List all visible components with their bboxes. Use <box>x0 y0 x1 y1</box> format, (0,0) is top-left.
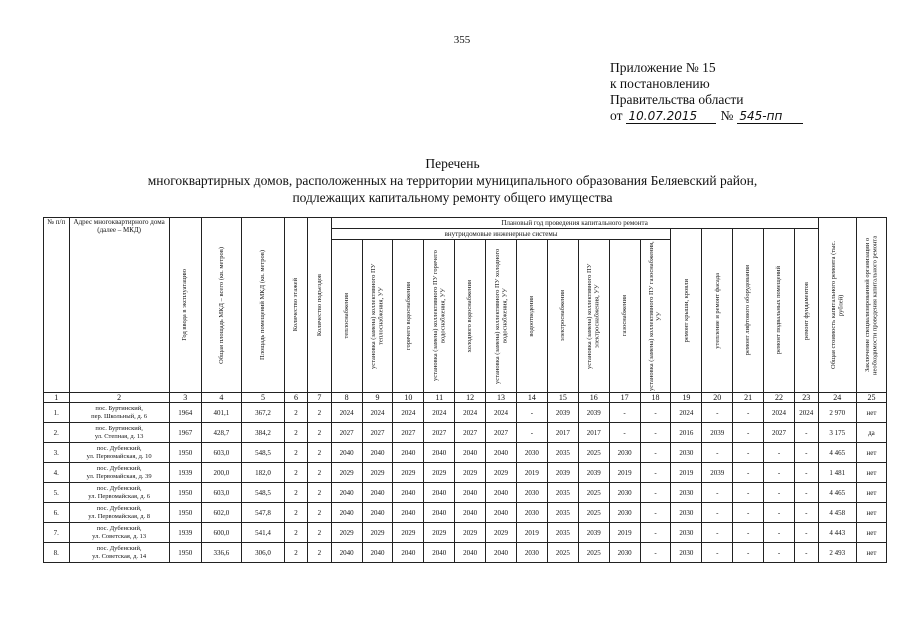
row-address <box>69 463 169 483</box>
row-cell: 2040 <box>424 543 455 563</box>
row-cell: 2029 <box>331 523 362 543</box>
row-cell: 2 493 <box>818 543 856 563</box>
row-cell: 2030 <box>609 503 640 523</box>
row-cell: 4 465 <box>818 483 856 503</box>
row-cell: 2040 <box>486 443 517 463</box>
row-cell: 2024 <box>424 403 455 423</box>
row-cell: 2040 <box>393 543 424 563</box>
row-cell: - <box>640 423 671 443</box>
header-electricity: электроснабжения <box>547 240 578 393</box>
row-cell: 2024 <box>486 403 517 423</box>
row-cell: 2040 <box>455 483 486 503</box>
row-cell: 2025 <box>578 503 609 523</box>
row-cell: 2019 <box>609 463 640 483</box>
row-cell: 2027 <box>424 423 455 443</box>
header-cold-water-meter: установка (замена) коллективного ПУ холодного водоснабжения, УУ <box>486 240 517 393</box>
row-cell: 2030 <box>671 503 702 523</box>
row-cell: 4 443 <box>818 523 856 543</box>
row-cell: 2030 <box>516 483 547 503</box>
row-cell: 1939 <box>169 463 201 483</box>
row-cell: 2040 <box>362 543 393 563</box>
table-row <box>44 423 887 443</box>
row-cell: - <box>702 503 733 523</box>
row-cell: 1950 <box>169 443 201 463</box>
row-cell: 2019 <box>516 463 547 483</box>
row-cell: - <box>702 483 733 503</box>
row-address <box>69 483 169 503</box>
row-cell: 2 <box>284 463 307 483</box>
row-cell: 2030 <box>609 443 640 463</box>
row-cell: 2 <box>284 423 307 443</box>
row-cell: нет <box>856 443 886 463</box>
row-cell: 384,2 <box>242 423 285 443</box>
row-cell: - <box>640 403 671 423</box>
row-cell: 2025 <box>547 543 578 563</box>
table-row <box>44 523 887 543</box>
row-cell: 2029 <box>424 463 455 483</box>
table-row <box>44 443 887 463</box>
row-cell: - <box>795 423 819 443</box>
column-number: 19 <box>671 393 702 403</box>
header-conclusion: Заключение специализированной организации о необходимости проведения капитального ремонта <box>856 218 886 393</box>
row-cell: 2029 <box>331 463 362 483</box>
resolution-number: 545-пп <box>737 109 803 124</box>
row-cell: - <box>795 443 819 463</box>
row-cell: 2040 <box>455 543 486 563</box>
row-cell: 2039 <box>578 463 609 483</box>
row-cell: 2030 <box>609 483 640 503</box>
row-cell: - <box>702 403 733 423</box>
table-row <box>44 543 887 563</box>
row-cell: - <box>733 523 764 543</box>
row-cell: 2 <box>308 483 331 503</box>
column-number: 6 <box>284 393 307 403</box>
row-cell: 541,4 <box>242 523 285 543</box>
row-cell: 1950 <box>169 503 201 523</box>
column-number: 24 <box>818 393 856 403</box>
row-cell: 2030 <box>671 483 702 503</box>
table-row <box>44 463 887 483</box>
column-number: 17 <box>609 393 640 403</box>
header-electricity-meter: установка (замена) коллективного ПУ электроснабжения, УУ <box>578 240 609 393</box>
row-cell: 182,0 <box>242 463 285 483</box>
row-cell: - <box>764 503 795 523</box>
header-area-rooms: Площадь помещений МКД (кв. метров) <box>242 218 285 393</box>
row-cell: 2039 <box>578 403 609 423</box>
row-cell: - <box>702 543 733 563</box>
row-cell: 2 <box>308 543 331 563</box>
row-cell: 4 458 <box>818 503 856 523</box>
header-year: Год ввода в эксплуатацию <box>169 218 201 393</box>
appendix-line-1: Приложение № 15 <box>610 60 716 75</box>
row-cell: - <box>795 543 819 563</box>
header-hot-water: горячего водоснабжения <box>393 240 424 393</box>
row-number: 5. <box>44 483 70 503</box>
appendix-line-3: Правительства области <box>610 92 744 107</box>
row-cell: - <box>609 403 640 423</box>
column-number: 12 <box>455 393 486 403</box>
row-cell: 2027 <box>764 423 795 443</box>
row-number: 4. <box>44 463 70 483</box>
row-cell: 2 970 <box>818 403 856 423</box>
row-cell: 2019 <box>609 523 640 543</box>
row-cell: 2027 <box>486 423 517 443</box>
column-number: 22 <box>764 393 795 403</box>
row-number: 1. <box>44 403 70 423</box>
header-area-total: Общая площадь МКД – всего (кв. метров) <box>201 218 241 393</box>
row-cell: - <box>764 463 795 483</box>
column-number: 10 <box>393 393 424 403</box>
row-cell: - <box>764 483 795 503</box>
title-line-1: Перечень <box>425 156 480 171</box>
row-cell: 603,0 <box>201 483 241 503</box>
row-cell: 2040 <box>331 443 362 463</box>
row-cell: - <box>764 543 795 563</box>
header-basement: ремонт подвальных помещений <box>764 229 795 393</box>
row-cell: 2019 <box>516 523 547 543</box>
row-address <box>69 443 169 463</box>
row-cell: - <box>640 443 671 463</box>
row-cell: 1964 <box>169 403 201 423</box>
row-cell: - <box>733 483 764 503</box>
address-street: ул. Советская, д. 13 <box>92 532 147 540</box>
address-street: ул. Первомайская, д. 6 <box>88 492 151 500</box>
row-address <box>69 523 169 543</box>
row-cell: 2030 <box>671 543 702 563</box>
row-cell: - <box>795 503 819 523</box>
row-cell: - <box>795 483 819 503</box>
row-cell: 2039 <box>702 423 733 443</box>
row-cell: 2035 <box>547 523 578 543</box>
row-cell: 2025 <box>578 443 609 463</box>
header-heat-meter: установка (замена) коллективного ПУ теплоснабжения, УУ <box>362 240 393 393</box>
row-cell: 2030 <box>671 523 702 543</box>
header-roof: ремонт крыши, кровли <box>671 229 702 393</box>
column-number: 15 <box>547 393 578 403</box>
row-cell: 2 <box>284 503 307 523</box>
address-settlement: пос. Дубенский, <box>96 484 142 492</box>
row-address <box>69 543 169 563</box>
houses-table <box>43 217 887 563</box>
row-cell: 603,0 <box>201 443 241 463</box>
row-cell: 2040 <box>486 503 517 523</box>
row-cell: 428,7 <box>201 423 241 443</box>
row-cell: 2017 <box>578 423 609 443</box>
row-cell: 2040 <box>424 483 455 503</box>
row-cell: 2027 <box>393 423 424 443</box>
row-cell: 2 <box>284 403 307 423</box>
row-cell: - <box>764 523 795 543</box>
row-cell: 2029 <box>362 463 393 483</box>
row-cell: 2029 <box>393 523 424 543</box>
column-number: 8 <box>331 393 362 403</box>
address-street: пер. Школьный, д. 6 <box>91 412 148 420</box>
row-cell: 2040 <box>362 503 393 523</box>
table-row <box>44 403 887 423</box>
row-cell: 3 175 <box>818 423 856 443</box>
address-settlement: пос. Дубенский, <box>96 524 142 532</box>
row-cell: 2030 <box>516 503 547 523</box>
row-cell: 2039 <box>547 403 578 423</box>
row-cell: 2029 <box>424 523 455 543</box>
column-number: 21 <box>733 393 764 403</box>
row-cell: 2035 <box>547 443 578 463</box>
address-settlement: пос. Дубенский, <box>96 544 142 552</box>
row-cell: - <box>733 463 764 483</box>
row-cell: 2030 <box>516 443 547 463</box>
header-floors: Количество этажей <box>284 218 307 393</box>
row-cell: 2 <box>308 503 331 523</box>
row-cell: 600,0 <box>201 523 241 543</box>
row-cell: 2029 <box>393 463 424 483</box>
row-cell: 548,5 <box>242 443 285 463</box>
row-cell: - <box>640 483 671 503</box>
row-cell: нет <box>856 403 886 423</box>
row-cell: 336,6 <box>201 543 241 563</box>
row-cell: 2035 <box>547 503 578 523</box>
column-number: 3 <box>169 393 201 403</box>
column-number: 18 <box>640 393 671 403</box>
row-cell: 2024 <box>331 403 362 423</box>
row-cell: 4 465 <box>818 443 856 463</box>
row-cell: 2024 <box>764 403 795 423</box>
row-address <box>69 503 169 523</box>
title-line-2: многоквартирных домов, расположенных на территории муниципального образования Беляевский район, <box>147 173 758 188</box>
column-numbers-row <box>44 393 887 403</box>
header-gas-meter: установка (замена) коллективного ПУ газоснабжения, УУ <box>640 240 671 393</box>
title-line-3: подлежащих капитальному ремонту общего имущества <box>292 190 613 205</box>
row-cell: 2029 <box>455 523 486 543</box>
row-cell: 2040 <box>424 503 455 523</box>
row-cell: 2016 <box>671 423 702 443</box>
row-cell: - <box>702 443 733 463</box>
header-address: Адрес многоквартирного дома (далее – МКД) <box>69 218 169 393</box>
row-cell: 2019 <box>671 463 702 483</box>
row-cell: 2 <box>284 543 307 563</box>
column-number: 11 <box>424 393 455 403</box>
row-number: 7. <box>44 523 70 543</box>
row-cell: 2029 <box>486 523 517 543</box>
row-cell: 2030 <box>516 543 547 563</box>
row-cell: нет <box>856 463 886 483</box>
header-heat: теплоснабжения <box>331 240 362 393</box>
row-cell: 306,0 <box>242 543 285 563</box>
row-cell: 1950 <box>169 483 201 503</box>
row-cell: - <box>640 503 671 523</box>
row-cell: нет <box>856 543 886 563</box>
row-cell: - <box>516 403 547 423</box>
row-number: 6. <box>44 503 70 523</box>
resolution-line <box>610 108 803 124</box>
row-cell: 2 <box>284 483 307 503</box>
column-number: 1 <box>44 393 70 403</box>
column-number: 16 <box>578 393 609 403</box>
row-cell: 2027 <box>362 423 393 443</box>
row-cell: 2027 <box>331 423 362 443</box>
row-cell: 2039 <box>578 523 609 543</box>
address-settlement: пос. Дубенский, <box>96 444 142 452</box>
column-number: 4 <box>201 393 241 403</box>
address-settlement: пос. Дубенский, <box>96 504 142 512</box>
row-cell: - <box>733 403 764 423</box>
row-cell: 548,5 <box>242 483 285 503</box>
row-cell: 200,0 <box>201 463 241 483</box>
row-cell: 2040 <box>331 503 362 523</box>
row-cell: 1950 <box>169 543 201 563</box>
resolution-date: 10.07.2015 <box>626 109 716 124</box>
row-cell: нет <box>856 503 886 523</box>
row-cell: 2040 <box>362 483 393 503</box>
row-cell: 367,2 <box>242 403 285 423</box>
column-number: 14 <box>516 393 547 403</box>
header-hot-water-meter: установка (замена) коллективного ПУ горячего водоснабжения, УУ <box>424 240 455 393</box>
row-cell: 2025 <box>578 483 609 503</box>
row-cell: 2 <box>308 523 331 543</box>
row-cell: 2024 <box>362 403 393 423</box>
row-cell: - <box>795 463 819 483</box>
number-label: № <box>720 108 734 123</box>
row-number: 2. <box>44 423 70 443</box>
row-cell: 2040 <box>393 483 424 503</box>
row-cell: - <box>702 523 733 543</box>
column-number: 20 <box>702 393 733 403</box>
row-cell: 2024 <box>795 403 819 423</box>
row-cell: - <box>764 443 795 463</box>
row-cell: 401,1 <box>201 403 241 423</box>
row-cell: 2039 <box>702 463 733 483</box>
row-cell: 2040 <box>362 443 393 463</box>
address-street: ул. Первомайская, д. 10 <box>86 452 152 460</box>
row-cell: 1 481 <box>818 463 856 483</box>
row-cell: нет <box>856 483 886 503</box>
address-street: ул. Советская, д. 14 <box>92 552 147 560</box>
row-cell: 2 <box>284 523 307 543</box>
row-cell: 2030 <box>609 543 640 563</box>
table-row <box>44 503 887 523</box>
column-number: 25 <box>856 393 886 403</box>
page-number: 355 <box>453 34 471 46</box>
column-number: 2 <box>69 393 169 403</box>
document-title <box>100 155 805 206</box>
address-street: ул. Первомайская, д. 39 <box>86 472 152 480</box>
row-cell: 2 <box>308 463 331 483</box>
row-address <box>69 403 169 423</box>
address-settlement: пос. Буртинский, <box>95 404 143 412</box>
row-cell: - <box>733 543 764 563</box>
address-street: ул. Степная, д. 13 <box>94 432 144 440</box>
column-number: 5 <box>242 393 285 403</box>
row-cell: 2029 <box>486 463 517 483</box>
row-cell: - <box>733 423 764 443</box>
row-cell: 2029 <box>455 463 486 483</box>
header-cost: Общая стоимость капитального ремонта (тыс. рублей) <box>818 218 856 393</box>
row-cell: 2035 <box>547 483 578 503</box>
row-cell: 1939 <box>169 523 201 543</box>
row-cell: 2 <box>308 443 331 463</box>
row-address <box>69 423 169 443</box>
row-cell: - <box>733 503 764 523</box>
row-cell: 2017 <box>547 423 578 443</box>
header-facade: утепление и ремонт фасада <box>702 229 733 393</box>
header-engineering-systems: внутридомовые инженерные системы <box>331 229 671 240</box>
row-cell: - <box>640 463 671 483</box>
row-cell: 2 <box>308 423 331 443</box>
row-cell: 547,8 <box>242 503 285 523</box>
row-cell: - <box>733 443 764 463</box>
ot-label: от <box>610 108 623 123</box>
row-number: 3. <box>44 443 70 463</box>
row-number: 8. <box>44 543 70 563</box>
row-cell: 2040 <box>455 503 486 523</box>
address-street: ул. Первомайская, д. 8 <box>88 512 151 520</box>
row-cell: 2 <box>308 403 331 423</box>
row-cell: да <box>856 423 886 443</box>
table-row <box>44 483 887 503</box>
row-cell: 2040 <box>424 443 455 463</box>
row-cell: 2040 <box>486 483 517 503</box>
column-number: 23 <box>795 393 819 403</box>
row-cell: 2040 <box>393 503 424 523</box>
row-cell: 2027 <box>455 423 486 443</box>
appendix-block <box>610 60 803 124</box>
row-cell: 602,0 <box>201 503 241 523</box>
appendix-line-2: к постановлению <box>610 76 710 91</box>
row-cell: - <box>640 523 671 543</box>
header-sewer: водоотведения <box>516 240 547 393</box>
address-settlement: пос. Дубенский, <box>96 464 142 472</box>
row-cell: 2040 <box>331 543 362 563</box>
header-cold-water: холодного водоснабжения <box>455 240 486 393</box>
header-plan-year: Плановый год проведения капитального ремонта <box>331 218 818 229</box>
column-number: 7 <box>308 393 331 403</box>
table-body <box>44 393 887 563</box>
row-cell: 2040 <box>455 443 486 463</box>
row-cell: - <box>516 423 547 443</box>
row-cell: - <box>795 523 819 543</box>
row-cell: 2040 <box>486 543 517 563</box>
row-cell: 2024 <box>455 403 486 423</box>
row-cell: 2 <box>284 443 307 463</box>
row-cell: нет <box>856 523 886 543</box>
row-cell: 1967 <box>169 423 201 443</box>
address-settlement: пос. Буртинский, <box>95 424 143 432</box>
header-gas: газоснабжения <box>609 240 640 393</box>
row-cell: - <box>609 423 640 443</box>
row-cell: 2039 <box>547 463 578 483</box>
row-cell: 2024 <box>393 403 424 423</box>
column-number: 13 <box>486 393 517 403</box>
row-cell: 2040 <box>393 443 424 463</box>
header-num: № п/п <box>44 218 70 393</box>
row-cell: 2030 <box>671 443 702 463</box>
header-lift: ремонт лифтового оборудования <box>733 229 764 393</box>
column-number: 9 <box>362 393 393 403</box>
row-cell: 2025 <box>578 543 609 563</box>
header-entrances: Количество подъездов <box>308 218 331 393</box>
row-cell: 2024 <box>671 403 702 423</box>
row-cell: - <box>640 543 671 563</box>
row-cell: 2040 <box>331 483 362 503</box>
row-cell: 2029 <box>362 523 393 543</box>
header-foundation: ремонт фундаментов <box>795 229 819 393</box>
